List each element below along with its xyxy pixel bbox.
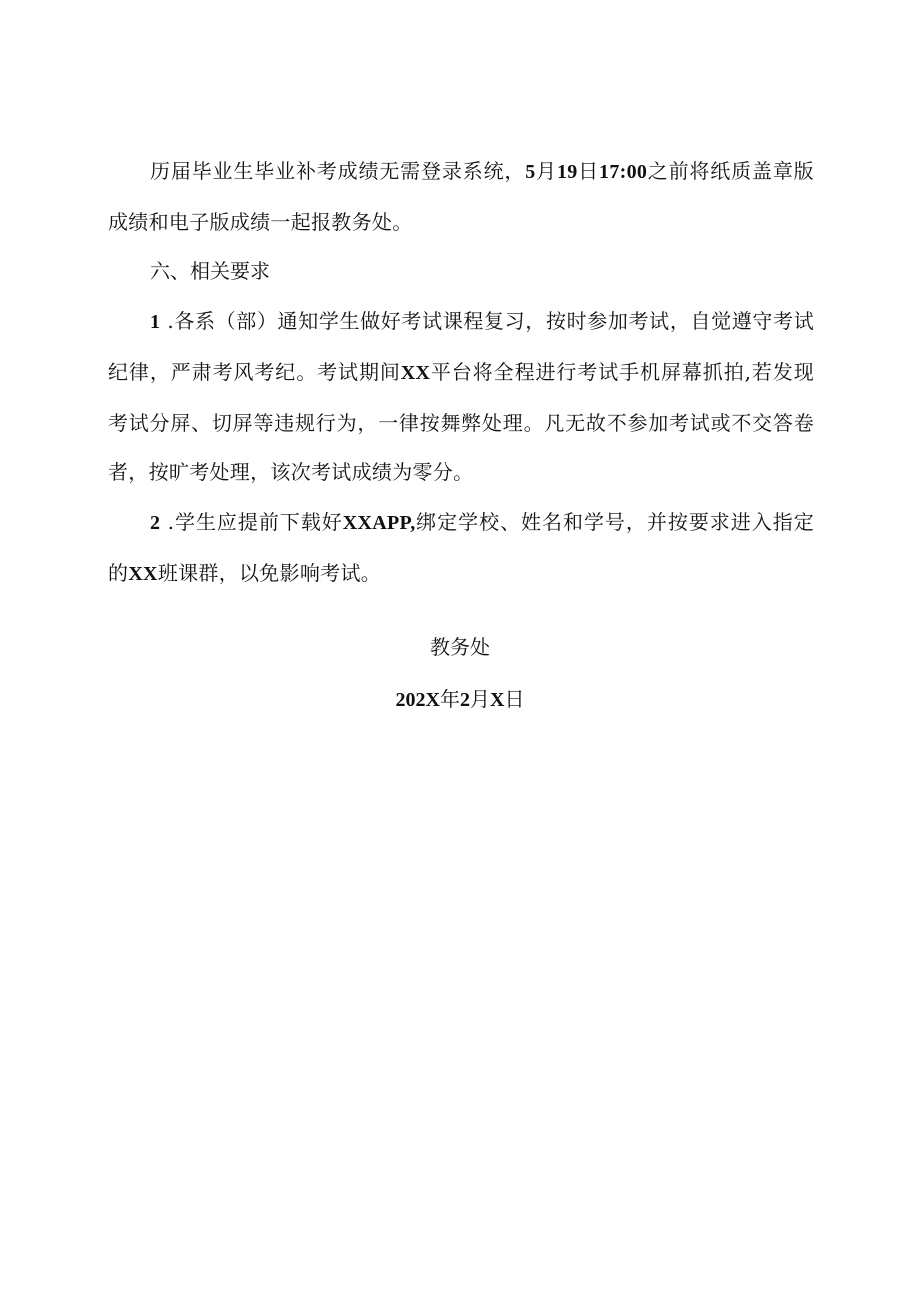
item-number: 1	[150, 311, 161, 334]
date-segment: 年	[440, 687, 460, 711]
requirement-item-2	[108, 498, 814, 599]
document-body	[108, 147, 814, 599]
text-segment-bold: 19	[557, 161, 578, 183]
text-segment: 平台将全程进行考试手机屏幕抓拍,若发现考试分屏、切屏等违规行为，一律按舞弊处理。凡无故不参加考试或不交答卷者，按旷考处理，该次考试成绩为零分。	[108, 359, 815, 485]
text-segment: 班课群，以免影响考试。	[157, 560, 382, 585]
date-month: 2	[460, 689, 470, 711]
text-segment-bold: XX	[128, 562, 158, 585]
text-segment: 月	[535, 159, 557, 183]
requirement-item-1	[108, 297, 814, 498]
text-segment: .学生应提前下载好	[160, 509, 343, 534]
text-segment: .各系（部）通知学生做好考试课程复习，按时参加考试，自觉遵守考试纪律，严肃考风考纪。考试期间	[108, 309, 814, 384]
signature-date	[0, 684, 920, 715]
date-year: 202X	[395, 689, 440, 711]
text-segment: 之前将纸质盖章版成绩和电子版成绩一起报教务处。	[108, 159, 814, 234]
date-text	[396, 684, 525, 715]
paragraph-makeup-exam-grades	[108, 147, 814, 247]
date-day: X	[490, 689, 505, 711]
signature-office	[0, 632, 920, 662]
text-segment-bold: 17:00	[599, 161, 648, 183]
date-segment: 日	[504, 687, 525, 711]
text-segment: 历届毕业生毕业补考成绩无需登录系统，	[150, 159, 526, 183]
text-segment-bold: XXAPP,	[342, 511, 416, 534]
text-segment: 日	[577, 159, 600, 183]
item-number: 2	[150, 511, 161, 534]
text-segment-bold: 5	[525, 161, 536, 183]
text-segment: 绑定学校、姓名和学号，并按要求进入指定的	[108, 509, 814, 585]
office-name: 教务处	[430, 635, 490, 659]
text-segment-bold: XX	[400, 361, 431, 384]
date-segment: 月	[470, 687, 490, 711]
section-heading: 六、相关要求	[150, 259, 270, 284]
